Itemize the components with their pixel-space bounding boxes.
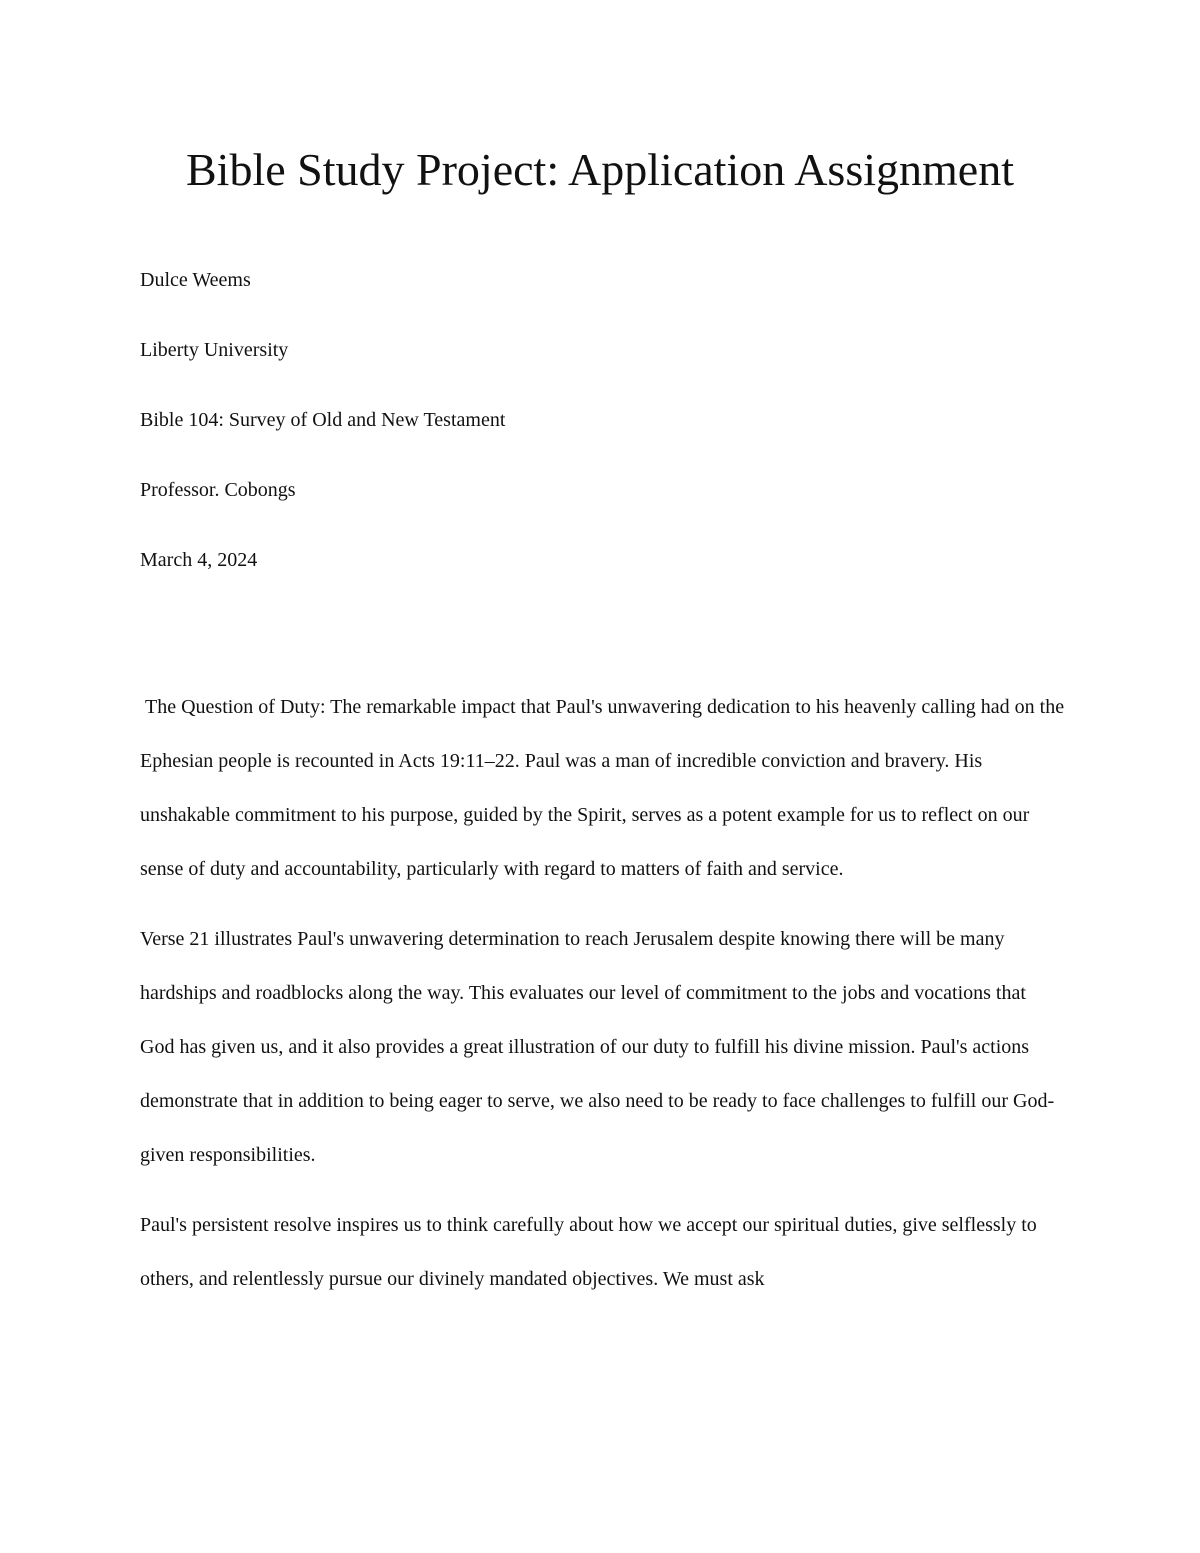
- author-name: Dulce Weems: [140, 269, 251, 291]
- institution-name: Liberty University: [140, 339, 289, 361]
- body-text: [140, 680, 1070, 1322]
- course-name: Bible 104: Survey of Old and New Testament: [140, 409, 506, 431]
- document-title: Bible Study Project: Application Assignment: [186, 144, 1014, 195]
- document-date: March 4, 2024: [140, 549, 258, 571]
- paragraph: Verse 21 illustrates Paul's unwavering determination to reach Jerusalem despite knowing there will be many hardships and roadblocks along the way. This evaluates our level of commitment to the jobs and vocations that God has given us, and it also provides a great illustration of our duty to fulfill his divine mission. Paul's actions demonstrate that in addition to being eager to serve, we also need to be ready to face challenges to fulfill our God-given responsibilities.: [140, 928, 1055, 1166]
- title-page-meta: [140, 258, 1060, 608]
- paragraph: Paul's persistent resolve inspires us to think carefully about how we accept our spiritual duties, give selflessly to others, and relentlessly pursue our divinely mandated objectives. We must ask: [140, 1214, 1037, 1290]
- paragraph: The Question of Duty: The remarkable impact that Paul's unwavering dedication to his heavenly calling had on the Ephesian people is recounted in Acts 19:11–22. Paul was a man of incredible conviction and bravery. His unshakable commitment to his purpose, guided by the Spirit, serves as a potent example for us to reflect on our sense of duty and accountability, particularly with regard to matters of faith and service.: [140, 696, 1070, 880]
- professor-name: Professor. Cobongs: [140, 479, 296, 501]
